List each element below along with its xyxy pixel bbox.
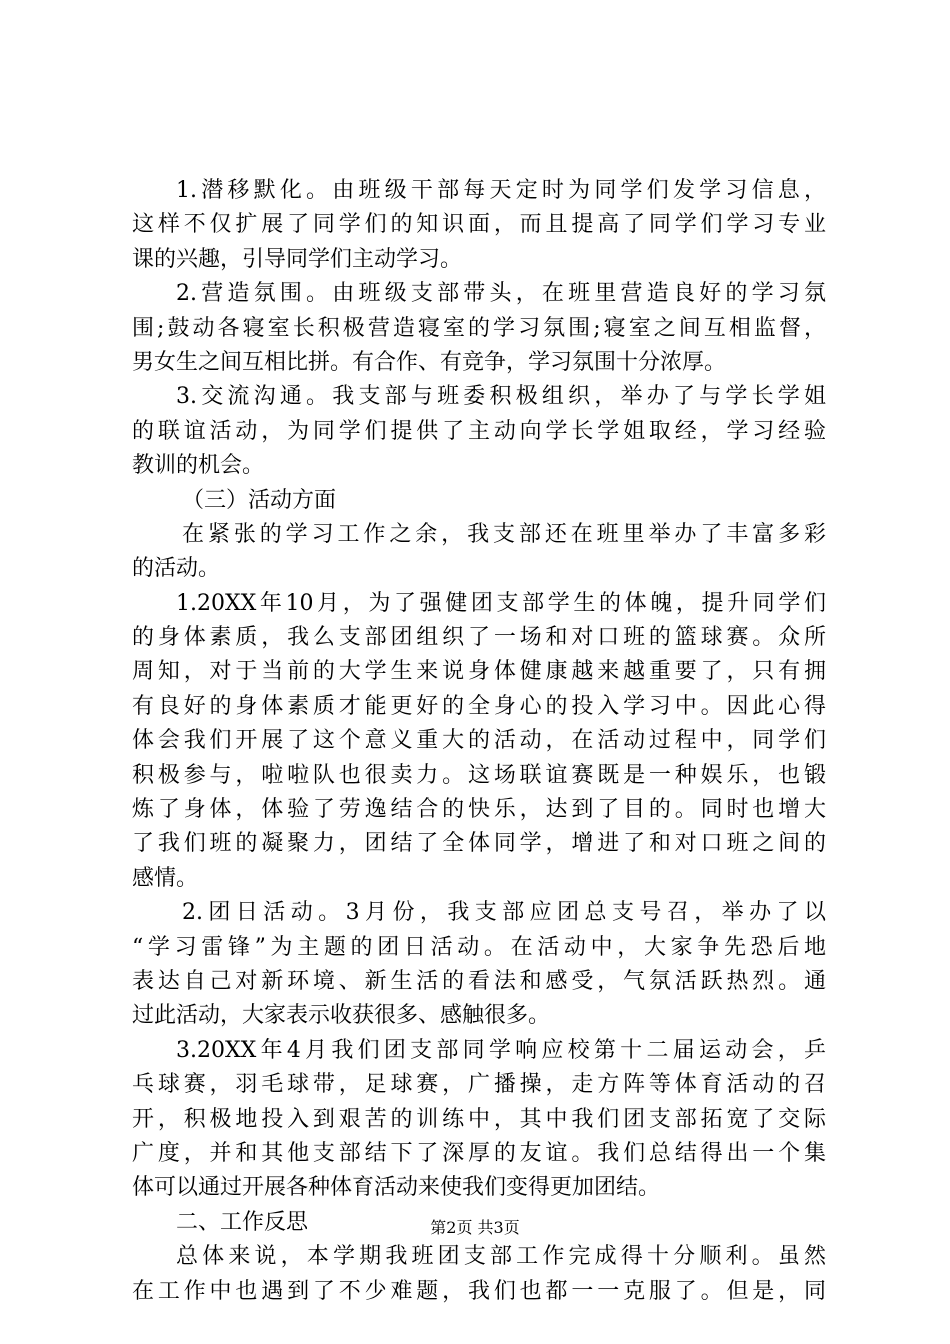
paragraph-line: 3.交流沟通。我支部与班委积极组织，举办了与学长学姐 bbox=[176, 384, 826, 410]
paragraph-line: “学习雷锋”为主题的团日活动。在活动中，大家争先恐后地 bbox=[132, 934, 826, 960]
paragraph-line: 的身体素质，我么支部团组织了一场和对口班的篮球赛。众所 bbox=[132, 625, 826, 651]
paragraph-line: 课的兴趣，引导同学们主动学习。 bbox=[132, 246, 463, 272]
section-heading: （三）活动方面 bbox=[182, 487, 337, 513]
paragraph-line: 2.营造氛围。由班级支部带头，在班里营造良好的学习氛 bbox=[176, 281, 826, 307]
paragraph-line: 在工作中也遇到了不少难题，我们也都一一克服了。但是，同 bbox=[132, 1278, 826, 1304]
paragraph-line: 有良好的身体素质才能更好的全身心的投入学习中。因此心得 bbox=[132, 693, 826, 719]
paragraph-line: 过此活动，大家表示收获很多、感触很多。 bbox=[132, 1003, 551, 1029]
paragraph-line: 表达自己对新环境、新生活的看法和感受，气氛活跃热烈。通 bbox=[132, 968, 826, 994]
paragraph-line: 周知，对于当前的大学生来说身体健康越来越重要了，只有拥 bbox=[132, 659, 826, 685]
paragraph-line: 教训的机会。 bbox=[132, 453, 265, 479]
paragraph-line: 感情。 bbox=[132, 865, 199, 891]
paragraph-line: 的联谊活动，为同学们提供了主动向学长学姐取经，学习经验 bbox=[132, 418, 826, 444]
paragraph-line: 1.20XX年10月，为了强健团支部学生的体魄，提升同学们 bbox=[176, 590, 826, 616]
paragraph-line: 的活动。 bbox=[132, 556, 221, 582]
paragraph-line: 总体来说，本学期我班团支部工作完成得十分顺利。虽然 bbox=[176, 1244, 826, 1270]
paragraph-line: 1.潜移默化。由班级干部每天定时为同学们发学习信息， bbox=[176, 178, 826, 203]
paragraph-line: 体可以通过开展各种体育活动来使我们变得更加团结。 bbox=[132, 1175, 661, 1201]
paragraph-line: 开，积极地投入到艰苦的训练中，其中我们团支部拓宽了交际 bbox=[132, 1106, 826, 1132]
page-number-footer: 第2页 共3页 bbox=[430, 1218, 520, 1237]
paragraph-line: 体会我们开展了这个意义重大的活动，在活动过程中，同学们 bbox=[132, 728, 826, 754]
paragraph-line: 积极参与，啦啦队也很卖力。这场联谊赛既是一种娱乐，也锻 bbox=[132, 762, 826, 788]
paragraph-line: 炼了身体，体验了劳逸结合的快乐，达到了目的。同时也增大 bbox=[132, 797, 826, 823]
paragraph-line: 男女生之间互相比拼。有合作、有竞争，学习氛围十分浓厚。 bbox=[132, 349, 727, 375]
paragraph-line: 乓球赛，羽毛球带，足球赛，广播操，走方阵等体育活动的召 bbox=[132, 1072, 826, 1098]
paragraph-line: 在紧张的学习工作之余，我支部还在班里举办了丰富多彩 bbox=[182, 521, 826, 547]
paragraph-line: 围;鼓动各寝室长积极营造寝室的学习氛围;寝室之间互相监督， bbox=[132, 315, 826, 341]
section-heading: 二、工作反思 bbox=[176, 1209, 309, 1235]
paragraph-line: 广度，并和其他支部结下了深厚的友谊。我们总结得出一个集 bbox=[132, 1140, 826, 1166]
document-body bbox=[132, 174, 826, 1309]
paragraph-line: 这样不仅扩展了同学们的知识面，而且提高了同学们学习专业 bbox=[132, 212, 826, 238]
paragraph-line: 2.团日活动。3月份，我支部应团总支号召，举办了以 bbox=[182, 900, 826, 926]
paragraph-line: 3.20XX年4月我们团支部同学响应校第十二届运动会，乒 bbox=[176, 1037, 826, 1063]
paragraph-line: 了我们班的凝聚力，团结了全体同学，增进了和对口班之间的 bbox=[132, 831, 826, 857]
